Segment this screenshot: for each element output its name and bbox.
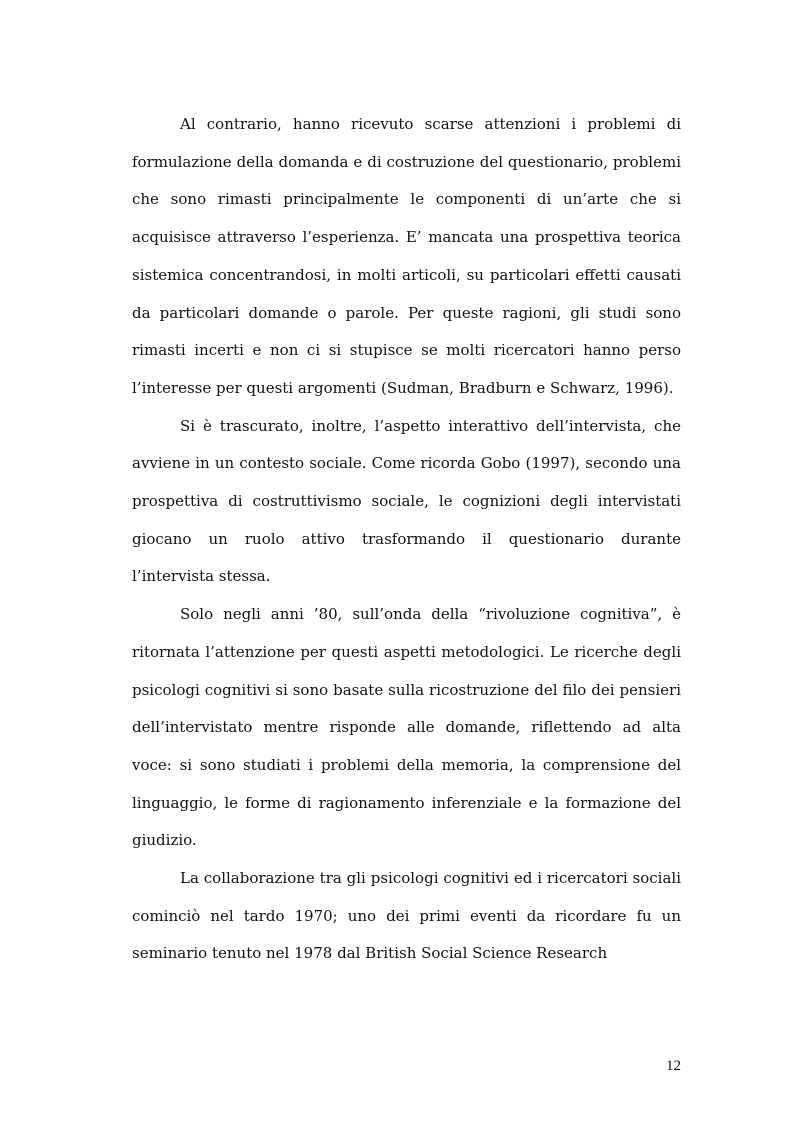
page-number: 12 xyxy=(666,1058,681,1074)
paragraph-1: Al contrario, hanno ricevuto scarse attenzioni i problemi di formulazione della domanda e di costruzione del questionario, problemi che sono rimasti principalmente le componenti di un’arte che si acquisisce attraverso l’esperienza. E’ mancata una prospettiva teorica sistemica concentrandosi, in molti articoli, su particolari effetti causati da particolari domande o parole. Per queste ragioni, gli studi sono rimasti incerti e non ci si stupisce se molti ricercatori hanno perso l’interesse per questi argomenti (Sudman, Bradburn e Schwarz, 1996). xyxy=(132,115,681,397)
paragraph-3: Solo negli anni ’80, sull’onda della “rivoluzione cognitiva”, è ritornata l’attenzione per questi aspetti metodologici. Le ricerche degli psicologi cognitivi si sono basate sulla ricostruzione del filo dei pensieri dell’intervistato mentre risponde alle domande, riflettendo ad alta voce: si sono studiati i problemi della memoria, la comprensione del linguaggio, le forme di ragionamento inferenziale e la formazione del giudizio. xyxy=(132,605,681,850)
paragraph-2: Si è trascurato, inoltre, l’aspetto interattivo dell’intervista, che avviene in un contesto sociale. Come ricorda Gobo (1997), secondo una prospettiva di costruttivismo sociale, le cognizioni degli intervistati giocano un ruolo attivo trasformando il questionario durante l’intervista stessa. xyxy=(132,416,681,586)
body-text xyxy=(132,106,681,973)
paragraph-4: La collaborazione tra gli psicologi cognitivi ed i ricercatori sociali cominciò nel tardo 1970; uno dei primi eventi da ricordare fu un seminario tenuto nel 1978 dal British Social Science Research xyxy=(132,869,681,963)
